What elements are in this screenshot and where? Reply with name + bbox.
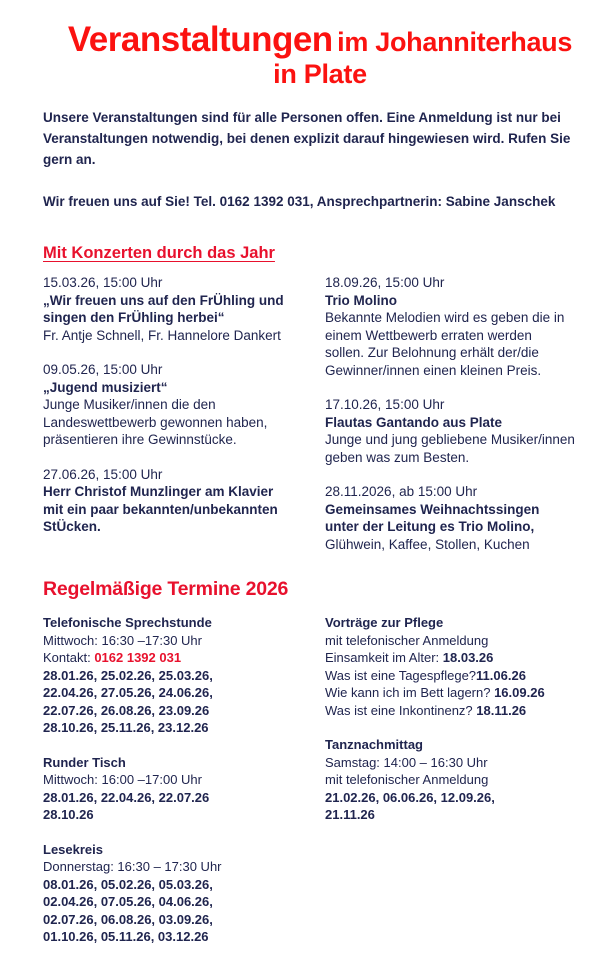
term-lesekreis	[43, 841, 325, 946]
event-description: Junge und jung gebliebene Musiker/innen geben was zum Besten.	[325, 432, 575, 465]
event-date: 28.11.2026, ab 15:00 Uhr	[325, 484, 478, 500]
term-tanznachmittag	[325, 736, 597, 824]
lecture-label: Was ist eine Tagespflege?	[325, 667, 477, 683]
contact-line	[43, 191, 597, 212]
title-line-1	[43, 20, 597, 59]
term-dates: 21.02.26, 06.06.26, 12.09.26, 21.11.26	[325, 789, 495, 823]
event-jugend-musiziert	[43, 361, 325, 449]
lecture-item-tagespflege	[325, 667, 597, 685]
page-title	[43, 20, 597, 89]
term-contact	[43, 649, 325, 667]
event-title: Flautas Gantando aus Plate	[325, 414, 503, 430]
lecture-date: 18.03.26	[442, 650, 494, 666]
term-note: mit telefonischer Anmeldung	[325, 772, 489, 788]
event-fruehling	[43, 274, 325, 344]
lecture-label: Was ist eine Inkontinenz?	[325, 702, 477, 718]
regular-terms-grid	[43, 614, 597, 963]
event-date: 15.03.26, 15:00 Uhr	[43, 275, 163, 291]
title-word-veranstaltungen: Veranstaltungen	[67, 20, 333, 59]
term-dates: 08.01.26, 05.02.26, 05.03.26, 02.04.26, 07.05.26, 04.06.26, 02.07.26, 06.08.26, 03.09.26, 01.10.26, 05.11.26, 03.12.26	[43, 876, 213, 945]
title-word-johanniterhaus: im Johanniterhaus	[337, 27, 573, 57]
term-dates: 28.01.26, 22.04.26, 22.07.26 28.10.26	[43, 789, 210, 823]
events-column-left	[43, 274, 325, 570]
intro-paragraph: Unsere Veranstaltungen sind für alle Personen offen. Eine Anmeldung ist nur bei Veranstaltungen notwendig, bei denen explizit darauf hingewiesen wird. Rufen Sie gern an.	[43, 110, 571, 168]
event-title: Trio Molino	[325, 292, 397, 308]
term-title: Lesekreis	[43, 841, 103, 857]
section-heading-konzerte: Mit Konzerten durch das Jahr	[43, 244, 275, 263]
event-date: 09.05.26, 15:00 Uhr	[43, 362, 163, 378]
event-trio-molino	[325, 274, 597, 379]
term-vortraege-pflege	[325, 614, 597, 719]
regular-column-right	[325, 614, 597, 963]
term-title: Runder Tisch	[43, 754, 126, 770]
lecture-item-inkontinenz	[325, 702, 597, 720]
contact-person: Ansprechpartnerin: Sabine Janschek	[316, 194, 556, 210]
event-date: 27.06.26, 15:00 Uhr	[43, 466, 163, 482]
lecture-date: 16.09.26	[494, 685, 545, 701]
lecture-date: 18.11.26	[476, 702, 527, 718]
event-description: Bekannte Melodien wird es geben die in einem Wettbewerb erraten werden sollen. Zur Belohnung erhält der/die Gewinner/innen einen kleinen Preis.	[325, 310, 565, 378]
term-time: Donnerstag: 16:30 – 17:30 Uhr	[43, 859, 222, 875]
term-dates: 28.01.26, 25.02.26, 25.03.26, 22.04.26, 27.05.26, 24.06.26, 22.07.26, 26.08.26, 23.09.26 28.10.26, 25.11.26, 23.12.26	[43, 667, 213, 736]
lecture-label: Einsamkeit im Alter:	[325, 650, 443, 666]
event-date: 17.10.26, 15:00 Uhr	[325, 397, 445, 413]
term-note: mit telefonischer Anmeldung	[325, 632, 489, 648]
event-title: „Jugend musiziert“	[43, 379, 168, 395]
event-weihnachtssingen	[325, 483, 597, 553]
event-title: Herr Christof Munzlinger am Klavier mit ein paar bekannten/unbekannten StÜcken.	[43, 484, 278, 535]
term-title: Telefonische Sprechstunde	[43, 615, 212, 631]
event-description: Glühwein, Kaffee, Stollen, Kuchen	[325, 536, 530, 552]
event-munzlinger-klavier	[43, 466, 325, 536]
term-telefonische-sprechstunde	[43, 614, 325, 737]
section-heading-regelmaessige-termine: Regelmäßige Termine 2026	[43, 578, 289, 601]
lecture-date: 11.06.26	[476, 667, 526, 683]
event-description: Fr. Antje Schnell, Fr. Hannelore Dankert	[43, 327, 281, 343]
lecture-item-einsamkeit	[325, 649, 597, 667]
event-date: 18.09.26, 15:00 Uhr	[325, 275, 445, 291]
term-runder-tisch	[43, 754, 325, 824]
contact-phone: Tel. 0162 1392 031,	[193, 194, 317, 210]
event-title: Gemeinsames Weihnachtssingen unter der Leitung es Trio Molino,	[325, 501, 540, 535]
event-title: „Wir freuen uns auf den FrÜhling und singen den FrÜhling herbei“	[43, 292, 284, 326]
lecture-item-bett-lagern	[325, 684, 597, 702]
contact-label: Kontakt:	[43, 650, 95, 666]
lecture-label: Wie kann ich im Bett lagern?	[325, 685, 495, 701]
term-time: Mittwoch: 16:30 –17:30 Uhr	[43, 632, 202, 648]
phone-number: 0162 1392 031	[94, 650, 182, 666]
event-description: Junge Musiker/innen die den Landeswettbewerb gewonnen haben, präsentieren ihre Gewinnstücke.	[43, 397, 268, 448]
term-time: Samstag: 14:00 – 16:30 Uhr	[325, 754, 488, 770]
regular-column-left	[43, 614, 325, 963]
event-flautas-gantando	[325, 396, 597, 466]
contact-prefix: Wir freuen uns auf Sie!	[43, 194, 194, 210]
events-column-right	[325, 274, 597, 570]
title-line-2: in Plate	[273, 59, 367, 90]
term-title: Vorträge zur Pflege	[325, 615, 444, 631]
events-grid	[43, 274, 597, 570]
term-title: Tanznachmittag	[325, 737, 423, 753]
term-time: Mittwoch: 16:00 –17:00 Uhr	[43, 772, 202, 788]
